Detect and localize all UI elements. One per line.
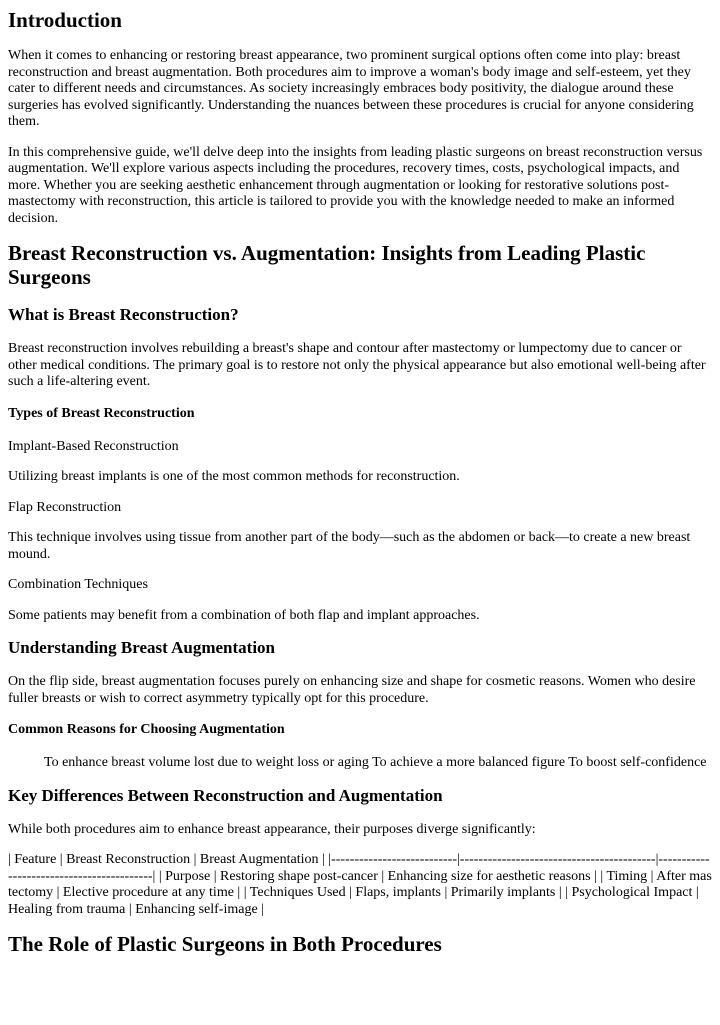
type-title-combination: Combination Techniques	[8, 577, 148, 592]
type-title-implant: Implant-Based Reconstruction	[8, 438, 179, 454]
type-text-combination: Some patients may benefit from a combination of both flap and implant approaches.	[8, 607, 480, 623]
intro-paragraph-2: In this comprehensive guide, we'll delve deep into the insights from leading plastic surgeons on breast reconstruction versus augmentation. We'll explore various aspects including the procedures, recovery times, costs, psychological impacts, and more. Whether you are seeking aesthetic enhancement through augmentation or looking for restorative solutions post-mastectomy with reconstruction, this article is tailored to provide you with the knowledge needed to make an informed decision.	[8, 144, 703, 226]
role-heading: The Role of Plastic Surgeons in Both Procedures	[8, 932, 442, 956]
intro-heading: Introduction	[8, 8, 122, 32]
types-heading: Types of Breast Reconstruction	[8, 405, 195, 421]
what-is-reconstruction-heading: What is Breast Reconstruction?	[8, 305, 239, 324]
type-text-flap: This technique involves using tissue from another part of the body—such as the abdomen or back—to create a new breast mound.	[8, 530, 691, 562]
what-is-reconstruction-text: Breast reconstruction involves rebuilding a breast's shape and contour after mastectomy or lumpectomy due to cancer or other medical conditions. The primary goal is to restore not only the physical appearance but also emotional well-being after such a life-altering event.	[8, 341, 706, 389]
type-title-flap: Flap Reconstruction	[8, 499, 122, 515]
main-heading: Breast Reconstruction vs. Augmentation: Insights from Leading Plastic Surgeons	[8, 241, 646, 289]
reasons-list: To enhance breast volume lost due to weight loss or aging To achieve a more balanced figure To boost self-confidence	[44, 755, 707, 770]
differences-heading: Key Differences Between Reconstruction and Augmentation	[8, 785, 443, 805]
augmentation-text: On the flip side, breast augmentation focuses purely on enhancing size and shape for cosmetic reasons. Women who desire fuller breasts or wish to correct asymmetry typically opt for this procedure.	[8, 674, 696, 706]
type-text-implant: Utilizing breast implants is one of the most common methods for reconstruction.	[8, 469, 460, 484]
intro-paragraph-1: When it comes to enhancing or restoring breast appearance, two prominent surgical options often come into play: breast reconstruction and breast augmentation. Both procedures aim to improve a woman's body image and self-esteem, yet they cater to different needs and circumstances. As society increasingly embraces body positivity, the dialogue around these surgeries has evolved significantly. Understanding the nuances between these procedures is crucial for anyone considering them.	[8, 48, 694, 129]
reasons-heading: Common Reasons for Choosing Augmentation	[8, 722, 285, 737]
article	[0, 8, 720, 956]
differences-intro: While both procedures aim to enhance breast appearance, their purposes diverge significantly:	[8, 821, 536, 837]
differences-table-text: | Feature | Breast Reconstruction | Breast Augmentation | |---------------------------|------------------------------------------|------------------------------------------| | Purpose | Restoring shape post-cancer | Enhancing size for aesthetic reasons | | Timing | After mastectomy | Elective procedure at any time | | Techniques Used | Flaps, implants | Primarily implants | | Psychological Impact | Healing from trauma | Enhancing self-image |	[8, 852, 712, 917]
augmentation-heading: Understanding Breast Augmentation	[8, 638, 275, 657]
